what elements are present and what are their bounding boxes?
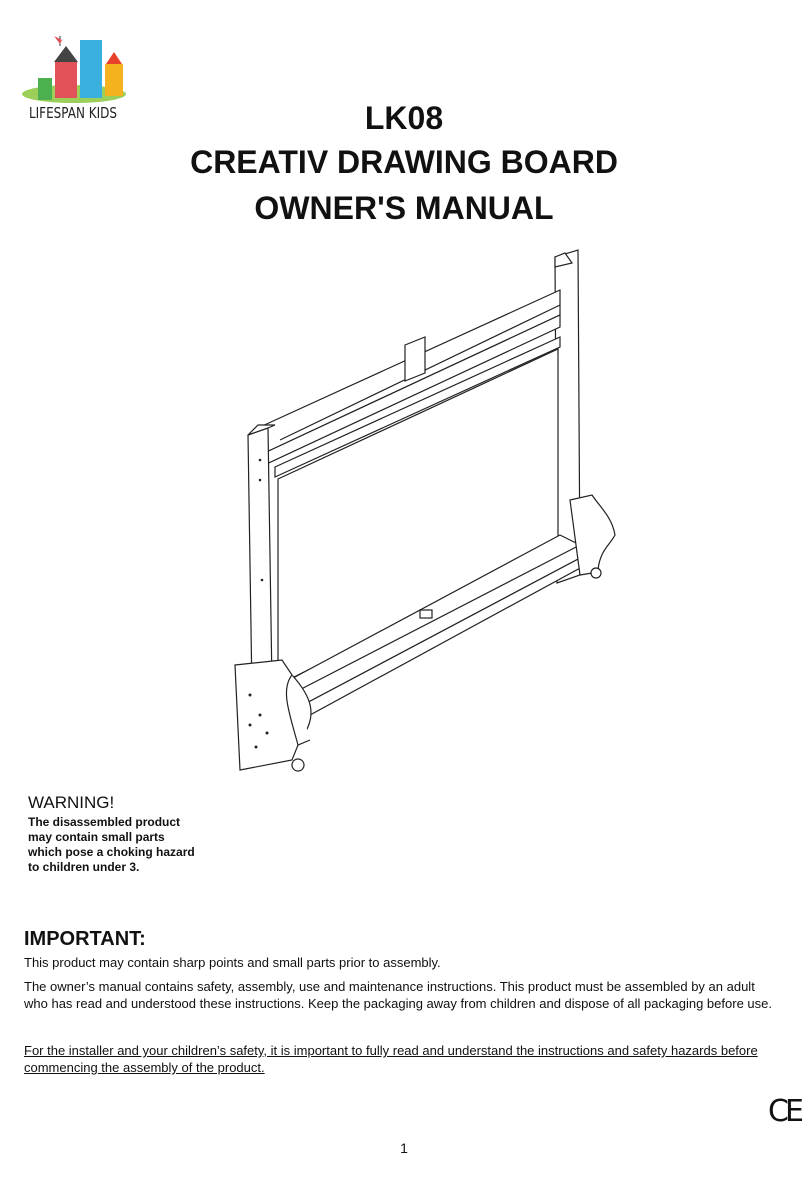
warning-line: may contain small parts bbox=[28, 830, 165, 844]
logo-text: LIFESPAN KIDS bbox=[28, 104, 118, 122]
safety-notice-line: commencing the assembly of the product. bbox=[24, 1060, 265, 1075]
warning-heading: WARNING! bbox=[28, 793, 115, 812]
product-title: CREATIV DRAWING BOARD bbox=[190, 144, 618, 180]
ce-mark: CE bbox=[768, 1094, 800, 1129]
document-title: OWNER'S MANUAL bbox=[254, 190, 554, 226]
drawing-board-illustration bbox=[220, 245, 620, 785]
important-paragraph-2-line: who has read and understood these instructions. Keep the packaging away from children and dispose of all packaging before use. bbox=[24, 996, 772, 1011]
warning-line: which pose a choking hazard bbox=[28, 845, 195, 859]
model-title: LK08 bbox=[364, 100, 444, 136]
page-number: 1 bbox=[400, 1140, 408, 1156]
important-paragraph-2-line: The owner’s manual contains safety, assembly, use and maintenance instructions. This product must be assembled by an adult bbox=[24, 979, 755, 994]
warning-line: The disassembled product bbox=[28, 815, 181, 829]
warning-line: to children under 3. bbox=[28, 860, 140, 874]
important-heading: IMPORTANT: bbox=[24, 928, 146, 950]
safety-notice-line: For the installer and your children’s safety, it is important to fully read and understand the instructions and safety hazards before bbox=[24, 1043, 758, 1058]
important-paragraph-1: This product may contain sharp points and small parts prior to assembly. bbox=[24, 955, 441, 970]
